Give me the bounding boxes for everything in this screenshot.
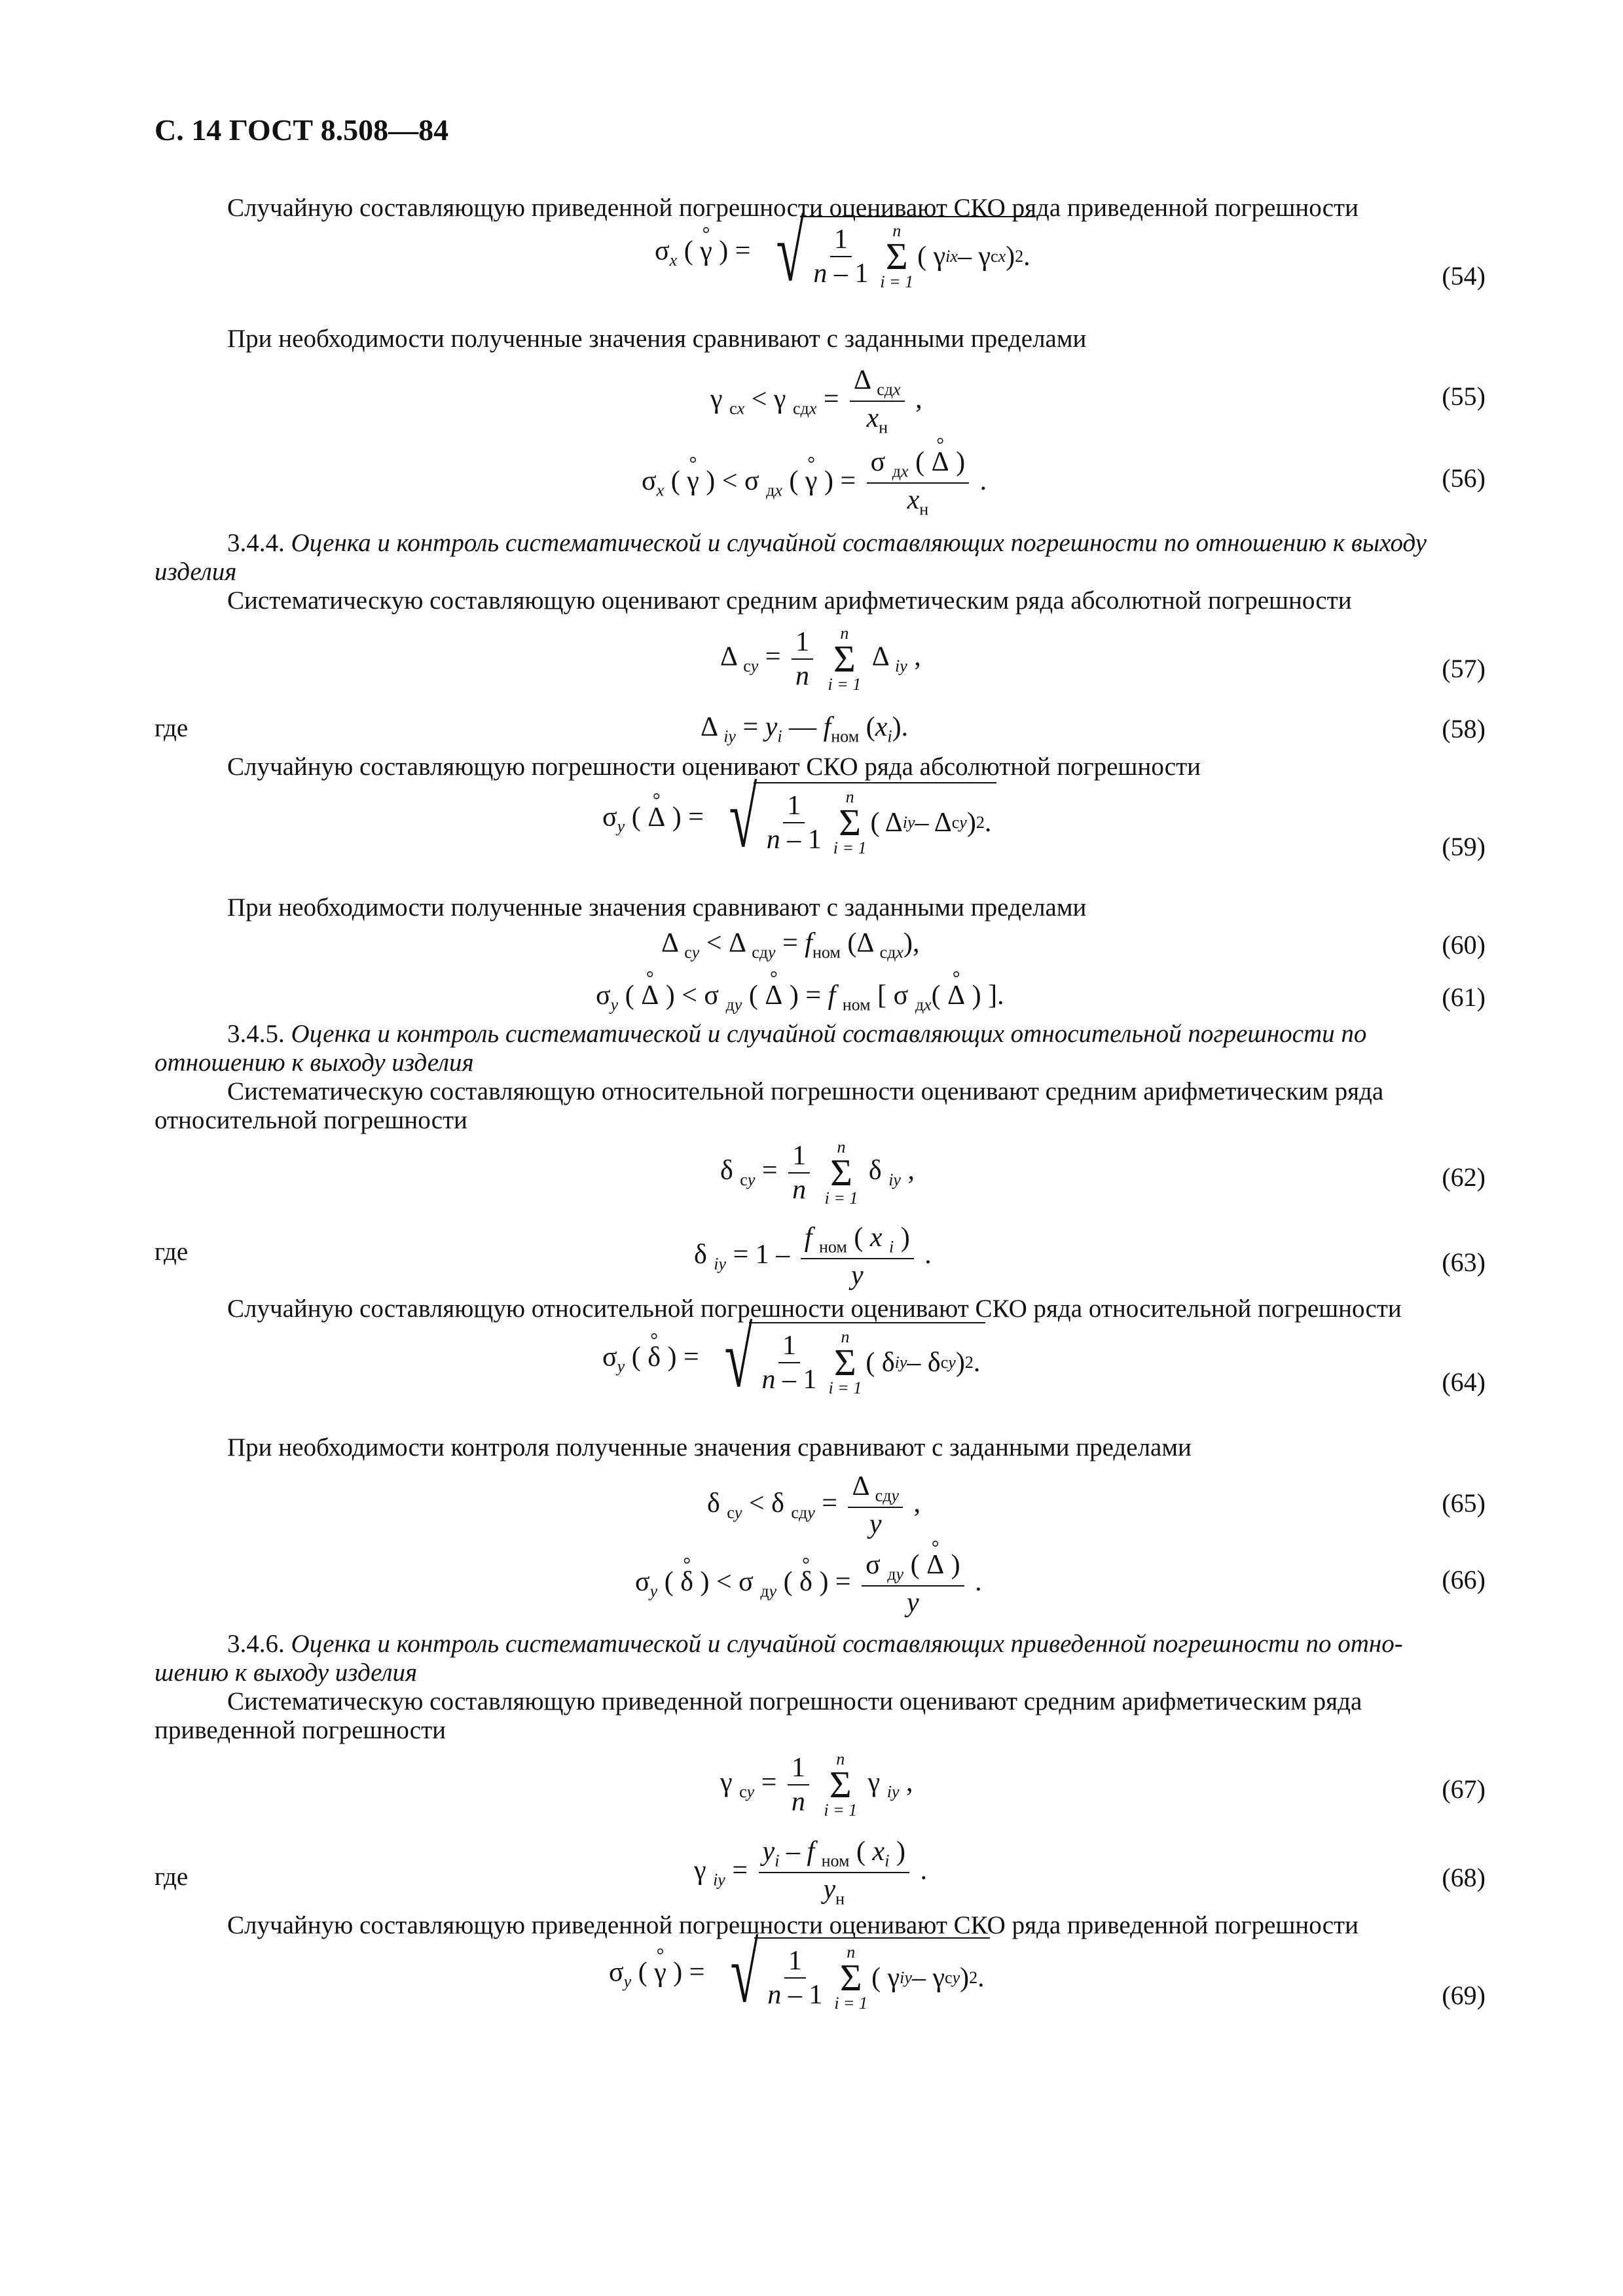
paragraph-continued: приведенной погрешности (155, 1716, 447, 1744)
paragraph: Систематическую составляющую относительной погрешности оценивают средним арифметическим ряда (227, 1077, 1384, 1105)
equation-number: (62) (1442, 1162, 1486, 1192)
formula-63: δ $_{iy}$ = 1 – $\frac{f _{ном} ( x _i )}{y}$ . (694, 1223, 932, 1291)
paragraph: Случайную составляющую погрешности оценивают СКО ряда абсолютной погрешности (227, 753, 1201, 781)
section-3-4-5-heading (227, 1020, 1366, 1049)
equation-number: (68) (1442, 1863, 1486, 1892)
equation-number: (67) (1442, 1774, 1486, 1804)
section-title: Оценка и контроль систематической и случайной составляющих относительной погрешности по (291, 1020, 1367, 1048)
equation-number: (61) (1442, 982, 1486, 1012)
paragraph: Случайную составляющую приведенной погрешности оценивают СКО ряда приведенной погрешности (227, 194, 1359, 222)
formula-59: $\sigma_y$ ( ° Δ ) = √ $\frac{1}{n - 1}$ n Σ i = 1 ( Δ iy – Δ сy ) 2 . (602, 782, 996, 857)
section-3-4-4-heading (227, 529, 1427, 558)
paragraph: Случайную составляющую приведенной погрешности оценивают СКО ряда приведенной погрешности (227, 1911, 1359, 1939)
section-number: 3.4.4. (227, 529, 285, 557)
section-title-continued: изделия (155, 558, 237, 586)
paragraph: Систематическую составляющую приведенной погрешности оценивают средним арифметическим ряда (227, 1687, 1362, 1715)
equation-number: (66) (1442, 1565, 1486, 1594)
page-header: С. 14 ГОСТ 8.508—84 (155, 113, 449, 147)
where-label: где (155, 1238, 189, 1266)
section-title: Оценка и контроль систематической и случайной составляющих погрешности по отношению к выходу (291, 529, 1427, 557)
formula-68: γ $_{iy}$ = $\frac{y_i - f _{ном} ( x_i )}{y_н}$ . (694, 1837, 927, 1909)
section-number: 3.4.6. (227, 1630, 285, 1658)
section-title-continued: отношению к выходу изделия (155, 1049, 474, 1077)
equation-number: (63) (1442, 1247, 1486, 1277)
formula-60: Δ $_{сy}$ < Δ $_{сдy} = f_{ном}$ (Δ $_{сдx}$), (661, 928, 920, 962)
paragraph: При необходимости полученные значения сравнивают с заданными пределами (227, 325, 1087, 353)
formula-54: $\sigma_x$ ( ° γ ) = √ $\frac{1}{n - 1}$ n Σ i = 1 ( γ ix – γ сx ) 2 . (655, 216, 1036, 291)
formula-66: $\sigma_y$ ( ° δ ) < σ $_{дy}$ ( ° δ ) = $\frac{\sigma _{дy} ( ^\circ \Delta )}{y}$ . (635, 1551, 982, 1617)
equation-number: (54) (1442, 261, 1486, 291)
equation-number: (58) (1442, 714, 1486, 744)
formula-67: γ $_{сy}$ = $\frac{1}{n}$ n Σ i = 1 γ $_{iy}$ , (720, 1749, 913, 1820)
section-number: 3.4.5. (227, 1020, 285, 1048)
paragraph-continued: относительной погрешности (155, 1106, 467, 1134)
formula-57: Δ $_{сy}$ = $\frac{1}{n}$ n Σ i = 1 Δ $_{iy}$ , (720, 624, 921, 694)
paragraph: Систематическую составляющую оценивают средним арифметическим ряда абсолютной погрешности (227, 586, 1352, 615)
formula-64: $\sigma_y$ ( ° δ ) = √ $\frac{1}{n - 1}$ n Σ i = 1 ( δ iy – δ сy ) 2 . (602, 1322, 985, 1397)
paragraph: При необходимости контроля полученные значения сравнивают с заданными пределами (227, 1433, 1192, 1462)
section-title: Оценка и контроль систематической и случайной составляющих приведенной погрешности по отно- (291, 1630, 1403, 1658)
equation-number: (56) (1442, 463, 1486, 493)
equation-number: (69) (1442, 1981, 1486, 2010)
equation-number: (64) (1442, 1367, 1486, 1397)
formula-56: $\sigma_x$ ( ° γ ) < σ $_{дx}$ ( ° γ ) = $\frac{\sigma _{дx} ( ^\circ \Delta )}{x_н}$ . (642, 448, 987, 518)
equation-number: (60) (1442, 930, 1486, 960)
section-title-continued: шению к выходу изделия (155, 1659, 418, 1687)
formula-65: δ $_{сy}$ < δ $_{сдy}$ = $\frac{\Delta _{сдy}}{y}$ , (707, 1471, 921, 1540)
equation-number: (65) (1442, 1488, 1486, 1518)
formula-61: $\sigma_y$ ( ° Δ ) < σ $_{дy}$ ( ° Δ ) = f $_{ном}$ [ σ $_{дx}$( ° Δ ) ]. (596, 982, 1004, 1013)
equation-number: (55) (1442, 382, 1486, 411)
formula-55: γ $_{сx}$ < γ $_{сдx}$ = $\frac{\Delta _{сдx}}{x_н}$ , (710, 365, 922, 437)
equation-number: (59) (1442, 832, 1486, 861)
formula-62: δ $_{сy}$ = $\frac{1}{n}$ n Σ i = 1 δ $_{iy}$ , (720, 1138, 915, 1208)
formula-58: Δ $_{iy} = y_i$ — $f_{ном}$ $(x_i)$. (701, 712, 909, 746)
section-3-4-6-heading (227, 1630, 1403, 1659)
paragraph: При необходимости полученные значения сравнивают с заданными пределами (227, 893, 1087, 922)
equation-number: (57) (1442, 654, 1486, 683)
where-label: где (155, 714, 189, 742)
where-label: где (155, 1863, 189, 1891)
paragraph: Случайную составляющую относительной погрешности оценивают СКО ряда относительной погрешности (227, 1295, 1402, 1323)
formula-69: $\sigma_y$ ( ° γ ) = √ $\frac{1}{n - 1}$ n Σ i = 1 ( γ iy – γ сy ) 2 . (609, 1937, 990, 2012)
